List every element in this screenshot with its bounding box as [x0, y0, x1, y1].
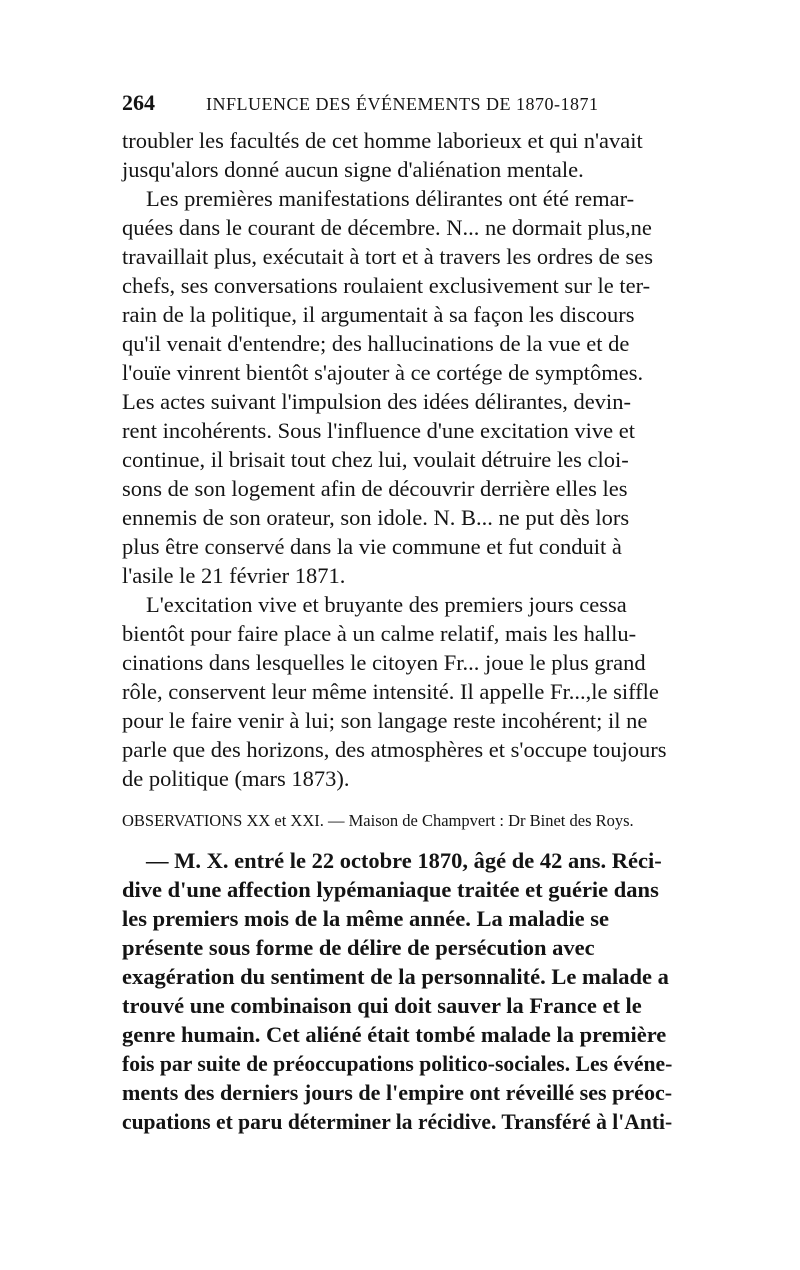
text-line: rôle, conservent leur même intensité. Il appelle Fr...,le siffle [122, 679, 659, 704]
text-line: trouvé une combinaison qui doit sauver la France et le [122, 993, 642, 1018]
text-line: quées dans le courant de décembre. N... ne dormait plus,ne [122, 215, 652, 240]
text-line: L'excitation vive et bruyante des premiers jours cessa [146, 592, 627, 617]
text-line: fois par suite de préoccupations politico-sociales. Les événe- [122, 1051, 673, 1076]
text-line: les premiers mois de la même année. La maladie se [122, 906, 610, 931]
text-line: rent incohérents. Sous l'influence d'une excitation vive et [122, 418, 635, 443]
text-line: dive d'une affection lypémaniaque traitée et guérie dans [122, 877, 659, 902]
text-line: plus être conservé dans la vie commune et fut conduit à [122, 534, 622, 559]
text-line: chefs, ses conversations roulaient exclusivement sur le ter- [122, 273, 651, 298]
text-line: cupations et paru déterminer la récidive. Transféré à l'Anti- [122, 1109, 673, 1134]
observation-heading: OBSERVATIONS XX et XXI. — Maison de Champvert : Dr Binet des Roys. [122, 811, 634, 830]
text-line: de politique (mars 1873). [122, 766, 350, 791]
text-line: rain de la politique, il argumentait à sa façon les discours [122, 302, 635, 327]
text-line: ments des derniers jours de l'empire ont réveillé ses préoc- [122, 1080, 673, 1105]
running-head [122, 90, 682, 122]
text-line: travaillait plus, exécutait à tort et à travers les ordres de ses [122, 244, 654, 269]
page-number: 264 [122, 90, 155, 115]
text-line: cinations dans lesquelles le citoyen Fr... joue le plus grand [122, 650, 646, 675]
text-line: l'ouïe vinrent bientôt s'ajouter à ce cortége de symptômes. [122, 360, 644, 385]
text-line: présente sous forme de délire de persécution avec [122, 935, 595, 960]
text-line: pour le faire venir à lui; son langage reste incohérent; il ne [122, 708, 648, 733]
text-line: ennemis de son orateur, son idole. N. B... ne put dès lors [122, 505, 630, 530]
body-text-section-1 [122, 126, 672, 793]
text-line: — M. X. entré le 22 octobre 1870, âgé de 42 ans. Réci- [146, 848, 662, 873]
body-text-section-2 [122, 846, 672, 1136]
text-line: bientôt pour faire place à un calme relatif, mais les hallu- [122, 621, 637, 646]
running-title: INFLUENCE DES ÉVÉNEMENTS DE 1870-1871 [206, 94, 599, 114]
text-line: exagération du sentiment de la personnalité. Le malade a [122, 964, 669, 989]
text-line: continue, il brisait tout chez lui, voulait détruire les cloi- [122, 447, 629, 472]
text-line: jusqu'alors donné aucun signe d'aliénation mentale. [122, 157, 584, 182]
text-line: qu'il venait d'entendre; des hallucinations de la vue et de [122, 331, 630, 356]
text-line: Les premières manifestations délirantes ont été remar- [146, 186, 635, 211]
text-line: Les actes suivant l'impulsion des idées délirantes, devin- [122, 389, 631, 414]
text-line: parle que des horizons, des atmosphères et s'occupe toujours [122, 737, 667, 762]
text-line: genre humain. Cet aliéné était tombé malade la première [122, 1022, 667, 1047]
text-line: l'asile le 21 février 1871. [122, 563, 346, 588]
text-line: troubler les facultés de cet homme laborieux et qui n'avait [122, 128, 643, 153]
text-line: sons de son logement afin de découvrir derrière elles les [122, 476, 628, 501]
